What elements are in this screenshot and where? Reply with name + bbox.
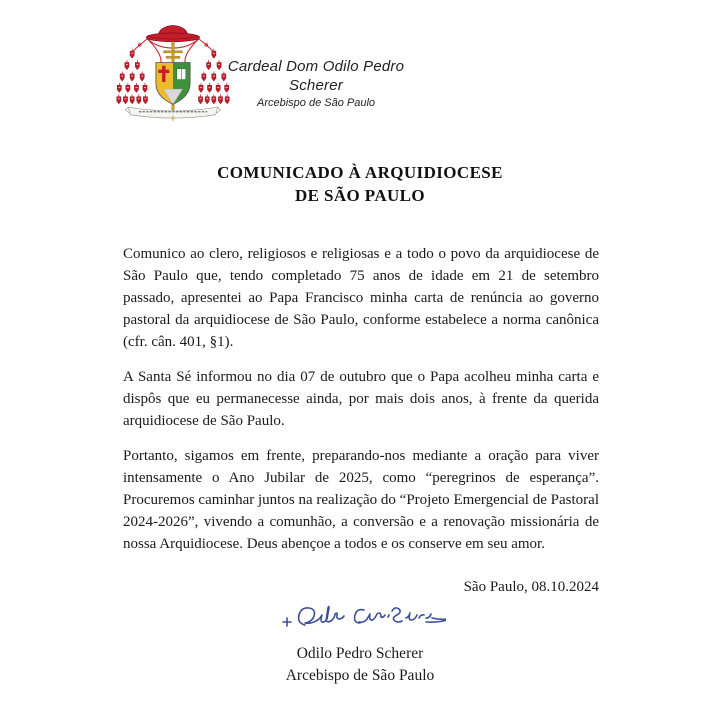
dateline: São Paulo, 08.10.2024 xyxy=(463,579,599,595)
letterhead-name: Cardeal Dom Odilo Pedro Scherer xyxy=(227,58,405,94)
paragraph-2: A Santa Sé informou no dia 07 de outubro que o Papa acolheu minha carta e dispôs que eu permanecesse ainda, por mais dois anos, à frente da querida arquidiocese de São Paulo. xyxy=(123,369,599,429)
paragraph-3: Portanto, sigamos em frente, preparando-nos mediante a oração para viver intensamente o Ano Jubilar de 2025, como “peregrinos de esperança”. Procuremos caminhar juntos na realização do “Projeto Emergencial de Pastoral 2024-2026”, vivendo a comunhão, a conversão e a renovação missionária de nossa Arquidiocese. Deus abençoe a todos e os conserve em seu amor. xyxy=(123,448,599,552)
title-line-1: COMUNICADO À ARQUIDIOCESE xyxy=(217,163,503,182)
signatory-role: Arcebispo de São Paulo xyxy=(285,667,435,684)
letterhead-role: Arcebispo de São Paulo xyxy=(256,97,376,109)
paragraph-1: Comunico ao clero, religiosos e religiosas e a todo o povo da arquidiocese de São Paulo que, tendo completado 75 anos de idade em 21 de setembro passado, apresentei ao Papa Francisco minha carta de renúncia ao governo pastoral da arquidiocese de São Paulo, conforme estabelece a norma canônica (cfr. cân. 401, §1). xyxy=(123,246,599,350)
title-line-2: DE SÃO PAULO xyxy=(294,186,426,205)
signatory-name: Odilo Pedro Scherer xyxy=(296,645,424,662)
signature-block xyxy=(0,601,720,687)
handwritten-signature-icon xyxy=(274,601,446,641)
letter-body xyxy=(123,243,599,555)
document-title xyxy=(0,161,720,207)
letterhead xyxy=(200,57,432,110)
